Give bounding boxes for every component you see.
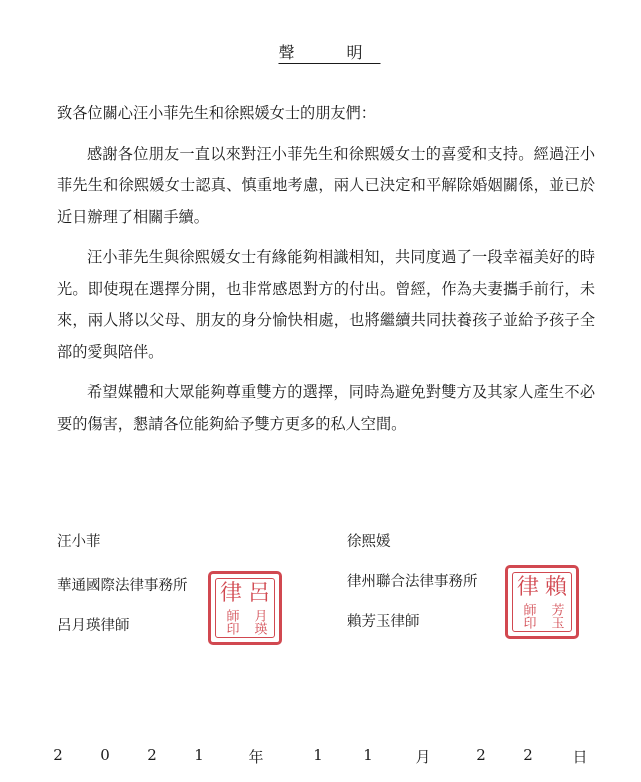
left-party-name: 汪小菲 [57,534,101,550]
paragraph-2: 汪小菲先生與徐熙媛女士有緣能夠相識相知，共同度過了一段幸福美好的時光。即使現在選擇分開，也非常感恩對方的付出。曾經，作為夫妻攜手前行，未來，兩人將以父母、朋友的身分愉快相處，也將繼續共同扶養孩子並給予孩子全部的愛與陪伴。 [57,248,595,361]
right-party-firm: 律州聯合法律事務所 [347,574,478,590]
paragraph-gap [57,368,595,377]
right-party-name: 徐熙媛 [347,534,391,550]
statement-body [57,98,595,440]
document-title-text: 聲 明 [278,43,381,62]
date-char: 年 [248,748,264,766]
date-char: 日 [572,748,588,766]
right-lawyer-seal [505,565,579,639]
left-party-lawyer: 呂月瑛律師 [57,618,130,634]
left-party-firm: 華通國際法律事務所 [57,578,188,594]
document-title [0,40,641,63]
date-char: 1 [194,746,204,764]
date-char: 1 [313,746,323,764]
seal-glyph: 月瑛 [251,609,267,635]
paragraph-gap [57,233,595,242]
paragraph-1: 感謝各位朋友一直以來對汪小菲先生和徐熙媛女士的喜愛和支持。經過汪小菲先生和徐熙媛女士認真、慎重地考慮，兩人已決定和平解除婚姻關係，並已於近日辦理了相關手續。 [57,144,595,226]
left-lawyer-seal [208,571,282,645]
seal-characters [217,580,273,636]
seal-glyph: 呂 [247,581,270,606]
seal-glyph: 師印 [520,603,536,629]
seal-characters [514,574,570,630]
seal-glyph: 芳玉 [548,603,564,629]
seal-glyph: 師印 [223,609,239,635]
date-char: 2 [476,746,486,764]
date-char: 2 [147,746,157,764]
paragraph-gap [57,130,595,139]
seal-glyph: 律 [516,575,539,600]
date-char: 月 [415,748,431,766]
date-char: 2 [53,746,63,764]
right-party-lawyer: 賴芳玉律師 [347,614,420,630]
date-char: 2 [523,746,533,764]
document-date [48,746,593,768]
seal-glyph: 律 [219,581,242,606]
paragraph-3: 希望媒體和大眾能夠尊重雙方的選擇，同時為避免對雙方及其家人產生不必要的傷害，懇請各位能夠給予雙方更多的私人空間。 [57,383,595,433]
salutation: 致各位關心汪小菲先生和徐熙媛女士的朋友們： [57,104,376,122]
date-char: 1 [363,746,373,764]
date-char: 0 [100,746,110,764]
seal-glyph: 賴 [544,575,567,600]
